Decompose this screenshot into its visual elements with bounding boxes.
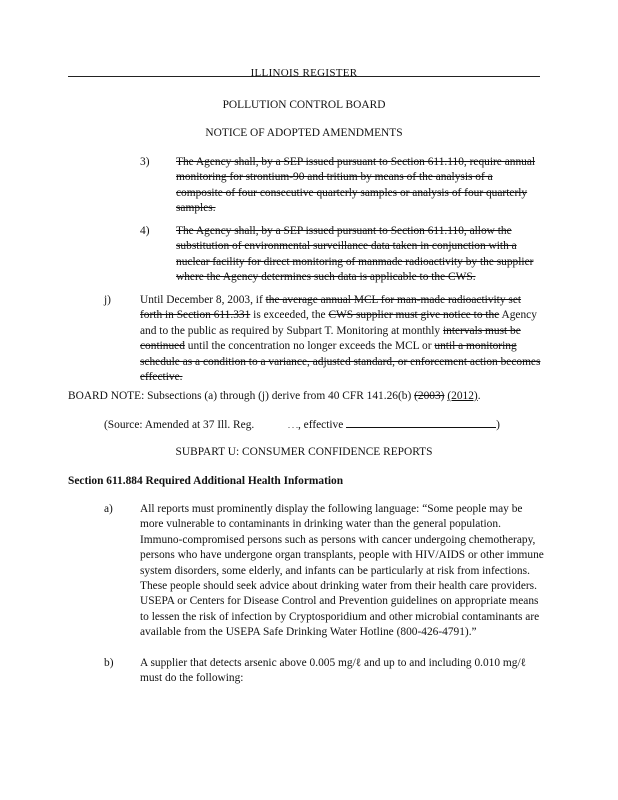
board-note-text: BOARD NOTE: Subsections (a) through (j) derive from 40 CFR 141.26(b) [68, 390, 415, 402]
item-3-text: The Agency shall, by a SEP issued pursuant to Section 611.110, require annual monitoring for strontium-90 and tritium by means of the analysis of a composite of four consecutive quarterly samples or analysis of four quarterly samples. [176, 156, 536, 215]
item-j-t2: the average annual MCL for man-made radioactivity set forth in Section 611.331 [140, 294, 522, 322]
item-j-text [140, 293, 542, 385]
board-title: POLLUTION CONTROL BOARD [222, 99, 386, 111]
board-note [68, 389, 548, 404]
subpart-heading: SUBPART U: CONSUMER CONFIDENCE REPORTS [175, 446, 433, 458]
item-3-label: 3) [140, 156, 150, 168]
item-a-label: a) [104, 503, 113, 515]
item-j-label: j) [104, 294, 111, 306]
section-heading: Section 611.884 Required Additional Health Information [68, 475, 344, 487]
source-text: (Source: Amended at 37 Ill. Reg. [104, 419, 255, 431]
item-b-label: b) [104, 657, 114, 669]
item-j-t8: until a monitoring schedule as a condition to a variance, adjusted standard, or enforcement action becomes effective. [140, 340, 541, 384]
item-j-t1: Until December 8, 2003, if [140, 294, 266, 306]
notice-title: NOTICE OF ADOPTED AMENDMENTS [205, 127, 403, 139]
register-title: ILLINOIS REGISTER [250, 67, 358, 79]
source-line [104, 417, 524, 433]
item-4-text: The Agency shall, by a SEP issued pursuant to Section 611.110, allow the substitution of environmental surveillance data taken in conjunction with a nuclear facility for direct monitoring of manmade radioactivity by the supplier where the Agency determines such data is applicable to the CWS. [176, 225, 534, 284]
item-j-t7: until the concentration no longer exceeds the MCL or [184, 340, 435, 353]
source-effective: , effective [297, 419, 344, 431]
board-note-end: . [477, 390, 481, 402]
item-j-t6: intervals must be continued [140, 324, 521, 353]
board-note-struck: (2003) [414, 390, 445, 402]
effective-date-blank [346, 417, 496, 428]
source-close: ) [496, 419, 500, 431]
board-note-underlined: (2012) [447, 390, 478, 402]
item-b-text: A supplier that detects arsenic above 0.005 mg/ℓ and up to and including 0.010 mg/ℓ must do the following: [140, 657, 527, 685]
item-j-t4: CWS supplier must give notice to the [328, 309, 500, 322]
item-j-t3: is exceeded, the [250, 309, 329, 322]
item-4-label: 4) [140, 225, 150, 237]
source-dots: . . . [287, 421, 298, 430]
header-rule [68, 76, 540, 77]
item-a-text: All reports must prominently display the following language: “Some people may be more vulnerable to contaminants in drinking water than the general population. Immuno-compromised persons such as persons with cancer undergoing chemotherapy, persons who have undergone organ transplants, people with HIV/AIDS or other immune system disorders, some elderly, and infants can be particularly at risk from infections. These people should seek advice about drinking water from their health care providers. USEPA or Centers for Disease Control and Prevention guidelines on appropriate means to lessen the risk of infection by Cryptosporidium and other microbial contaminants are available from the USEPA Safe Drinking Water Hotline (800-426-4791).” [140, 503, 544, 639]
item-j-t5: Agency and to the public as required by Subpart T. Monitoring at monthly [140, 309, 537, 337]
